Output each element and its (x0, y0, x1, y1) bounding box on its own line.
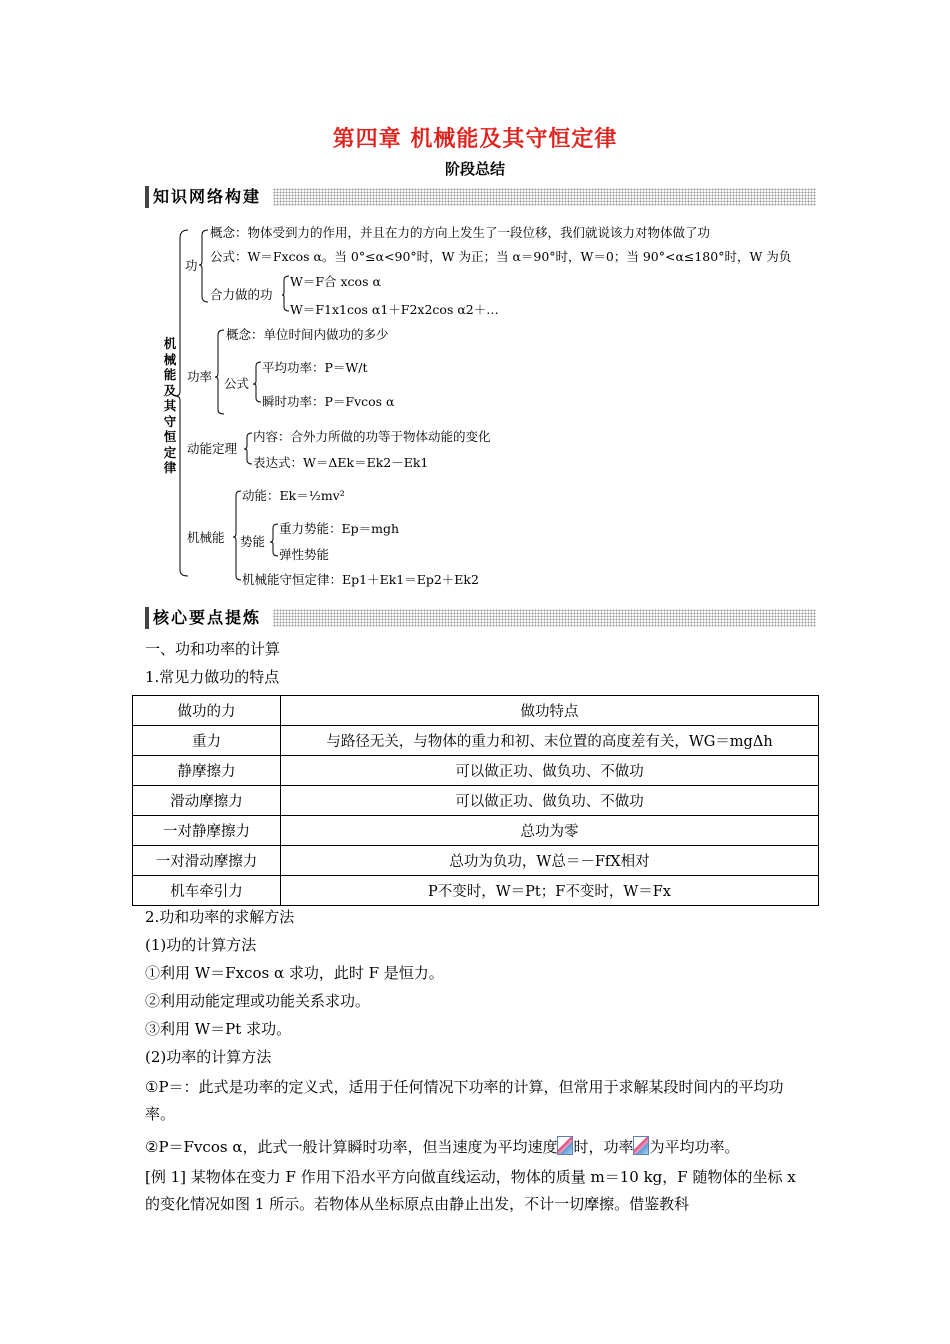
mm-net-work-1: W＝F合 xcos α (290, 274, 381, 289)
power-method-2 (145, 1136, 739, 1157)
table-cell: 与路径无关，与物体的重力和初、末位置的高度差有关，WG＝mgΔh (281, 726, 819, 756)
dotted-fill (273, 609, 816, 627)
missing-formula-image-icon (557, 1136, 573, 1155)
mm-net-work-label: 合力做的功 (210, 287, 273, 302)
heading-2: 1.常见力做功的特点 (145, 668, 280, 686)
mm-power-inst: 瞬时功率：P＝Fvcos α (262, 394, 395, 409)
table-cell: 静摩擦力 (133, 756, 281, 786)
table-row (133, 756, 819, 786)
mm-power-formula-label: 公式 (224, 376, 250, 391)
mindmap-braces (0, 0, 950, 600)
work-brace (199, 230, 208, 302)
table-cell: 可以做正功、做负功、不做功 (281, 786, 819, 816)
mm-mech-epe: 弹性势能 (279, 547, 330, 562)
mm-kinetic-label: 动能定理 (187, 441, 238, 456)
table-cell: 一对静摩擦力 (133, 816, 281, 846)
mm-power-label: 功率 (187, 369, 213, 384)
table-row (133, 726, 819, 756)
power-method-2-b: 时，功率 (573, 1138, 634, 1156)
mm-mech-pe-label: 势能 (240, 534, 266, 549)
net-work-brace (282, 276, 289, 311)
table-cell: 重力 (133, 726, 281, 756)
mm-power-avg: 平均功率：P＝W/t (262, 360, 368, 375)
heading-1: 一、功和功率的计算 (145, 640, 281, 658)
mm-work-concept: 概念：物体受到力的作用，并且在力的方向上发生了一段位移，我们就说该力对物体做了功 (210, 225, 711, 240)
table-cell: 滑动摩擦力 (133, 786, 281, 816)
pe-brace (270, 524, 278, 556)
table-header: 做功特点 (281, 696, 819, 726)
kinetic-brace (244, 433, 252, 464)
mindmap-root: 机械能及其守恒定律 (163, 336, 177, 475)
table-cell: 可以做正功、做负功、不做功 (281, 756, 819, 786)
table-cell: P不变时，W＝Pt；F不变时，W＝Fx (281, 876, 819, 906)
mm-net-work-2: W＝F1x1cos α1＋F2x2cos α2＋… (290, 302, 499, 317)
power-methods-heading: (2)功率的计算方法 (145, 1048, 272, 1066)
work-method-3: ③利用 W＝Pt 求功。 (145, 1020, 292, 1038)
mm-mech-gpe: 重力势能：Ep＝mgh (279, 521, 400, 536)
example-1: [例 1] 某物体在变力 F 作用下沿水平方向做直线运动，物体的质量 m＝10 kg，F 随物体的坐标 x 的变化情况如图 1 所示。若物体从坐标原点由静止出发，不计一切摩擦。借鉴教科 (145, 1168, 796, 1213)
mm-power-concept: 概念：单位时间内做功的多少 (226, 327, 389, 342)
mm-mech-label: 机械能 (187, 530, 225, 545)
section-bar-core (145, 607, 816, 629)
chapter-subtitle: 阶段总结 (444, 160, 505, 178)
table-row (133, 786, 819, 816)
table-row (133, 876, 819, 906)
table-header-row (133, 696, 819, 726)
table-cell: 一对滑动摩擦力 (133, 846, 281, 876)
work-features-table (132, 695, 819, 906)
power-method-2-a: ②P＝Fvcos α，此式一般计算瞬时功率，但当速度为平均速度 (145, 1138, 558, 1156)
chapter-title: 第四章 机械能及其守恒定律 (332, 127, 618, 152)
section-label-core: 核心要点提炼 (145, 607, 267, 629)
power-formula-brace (253, 362, 261, 402)
power-brace (215, 330, 224, 414)
table-header: 做功的力 (133, 696, 281, 726)
mm-kinetic-content: 内容：合外力所做的功等于物体动能的变化 (253, 429, 491, 444)
mm-kinetic-expr: 表达式：W＝ΔEk＝Ek2－Ek1 (253, 455, 429, 470)
power-method-2-c: 为平均功率。 (649, 1138, 740, 1156)
missing-formula-image-icon (633, 1136, 649, 1155)
table-cell: 总功为负功，W总＝－FfX相对 (281, 846, 819, 876)
mm-mech-ke: 动能：Ek＝½mv² (242, 488, 345, 503)
table-cell: 机车牵引力 (133, 876, 281, 906)
work-method-2: ②利用动能定理或功能关系求功。 (145, 992, 371, 1010)
table-row (133, 816, 819, 846)
mm-work-label: 功 (185, 258, 198, 273)
table-cell: 总功为零 (281, 816, 819, 846)
mm-work-formula: 公式：W＝Fxcos α。当 0°≤α<90°时，W 为正；当 α＝90°时，W＝0；当 90°<α≤180°时，W 为负 (210, 249, 792, 264)
table-row (133, 846, 819, 876)
work-method-1: ①利用 W＝Fxcos α 求功，此时 F 是恒力。 (145, 964, 444, 982)
section-label-network: 知识网络构建 (145, 186, 267, 208)
methods-heading: 2.功和功率的求解方法 (145, 908, 295, 926)
work-methods-heading: (1)功的计算方法 (145, 936, 257, 954)
power-method-1: ①P＝：此式是功率的定义式，适用于任何情况下功率的计算，但常用于求解某段时间内的平均功率。 (145, 1078, 784, 1123)
mm-mech-law: 机械能守恒定律：Ep1＋Ek1＝Ep2＋Ek2 (242, 572, 479, 587)
root-brace (175, 230, 188, 576)
